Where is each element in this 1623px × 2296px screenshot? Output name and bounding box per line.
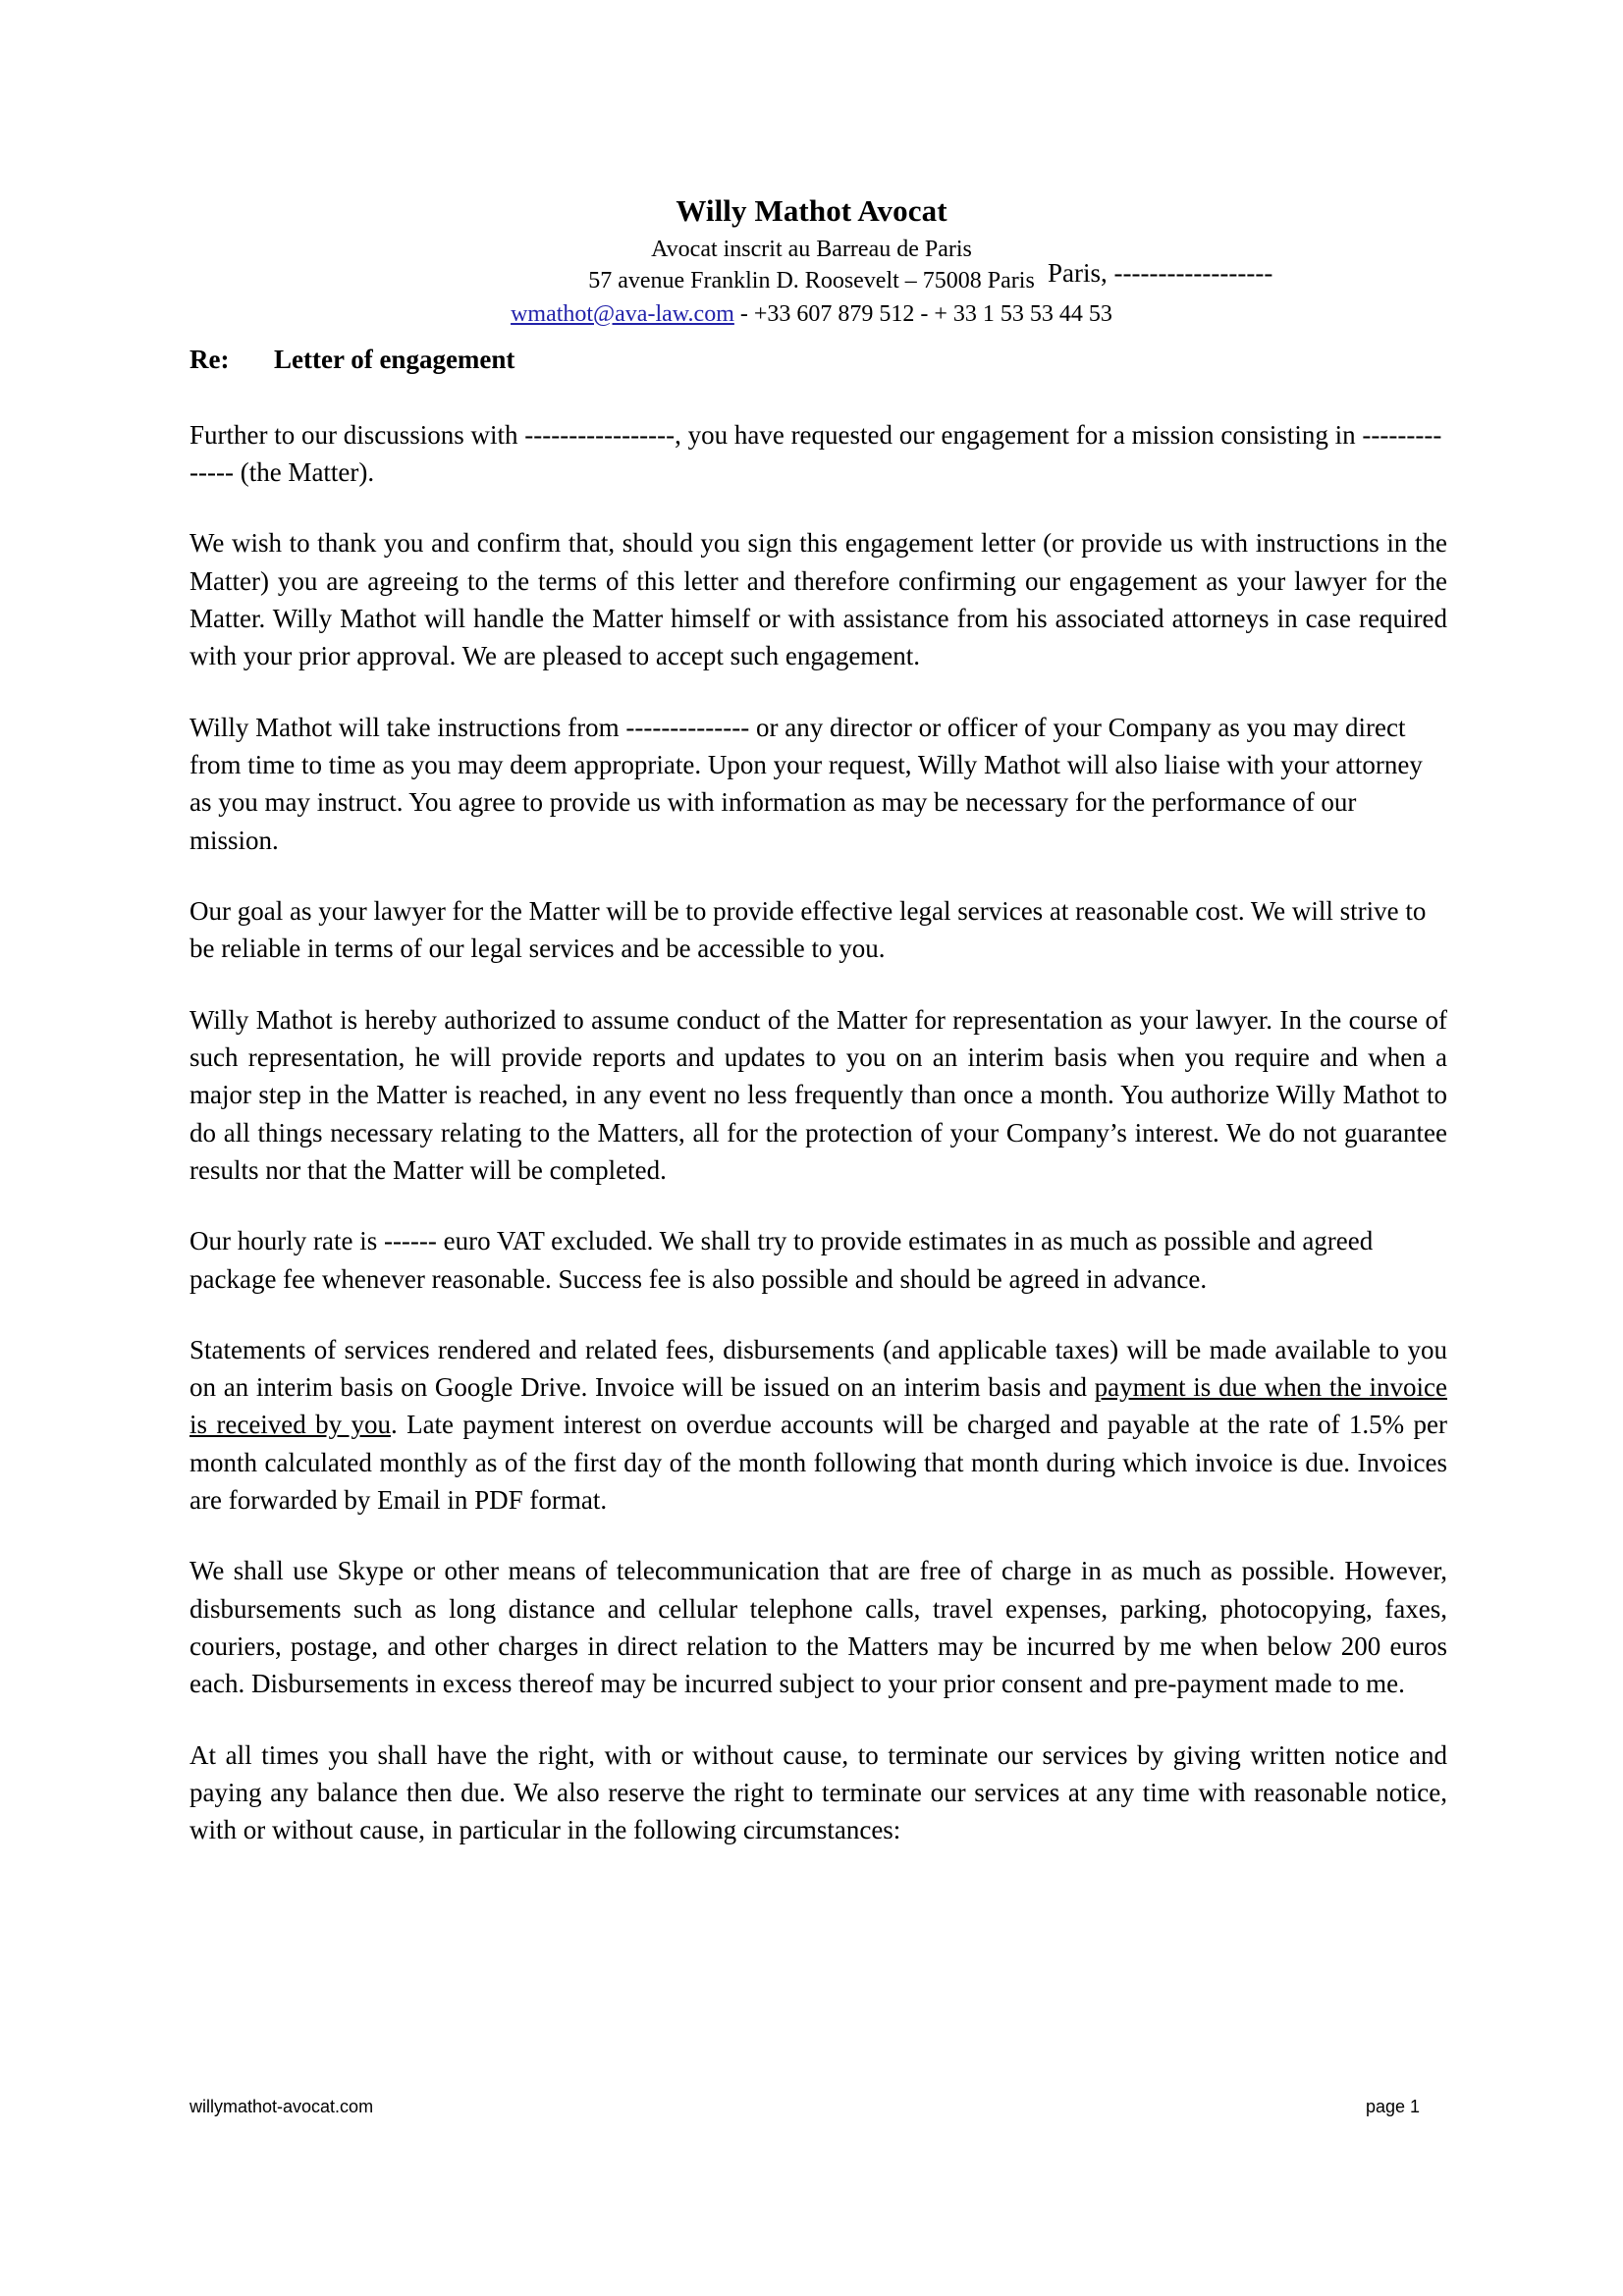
letter-body: [189, 0, 1447, 1849]
page-footer: [189, 2097, 1447, 2117]
firm-name: Willy Mathot Avocat: [676, 193, 947, 228]
paragraph-7-tail: . Late payment interest on overdue accounts will be charged and payable at the rate of 1.5% per month calculated monthly as of the first day of the month following that month during which invoice is due. Invoices are forwarded by Email in PDF format.: [189, 1410, 1447, 1516]
paragraph-7: [189, 1298, 1447, 1520]
paragraph-8: We shall use Skype or other means of telecommunication that are free of charge in as much as possible. However, disbursements such as long distance and cellular telephone calls, travel expenses, parking, photocopying, faxes, couriers, postage, and other charges in direct relation to the Matters may be incurred by me when below 200 euros each. Disbursements in excess thereof may be incurred subject to your prior consent and pre-payment made to me.: [189, 1556, 1447, 1699]
paragraph-1: Further to our discussions with -----------------, you have requested our engagement for a mission consisting in -------------- (the Matter).: [189, 419, 1442, 487]
paragraph-5: Willy Mathot is hereby authorized to assume conduct of the Matter for representation as your lawyer. In the course of such representation, he will provide reports and updates to you on an interim basis when you require and when a major step in the Matter is reached, in any event no less frequently than once a month. You authorize Willy Mathot to do all things necessary relating to the Matters, all for the protection of your Company’s interest. We do not guarantee results nor that the Matter will be completed.: [189, 1004, 1447, 1185]
phone-numbers: - +33 607 879 512 - + 33 1 53 53 44 53: [733, 300, 1112, 327]
footer-website: willymathot-avocat.com: [189, 2097, 374, 2116]
payment-due-emphasis: payment is due when the invoice is received by you: [189, 1372, 1447, 1440]
paragraph-4: Our goal as your lawyer for the Matter will be to provide effective legal services at reasonable cost. We will strive to be reliable in terms of our legal services and be accessible to you.: [189, 895, 1427, 964]
paragraph-2: We wish to thank you and confirm that, should you sign this engagement letter (or provide us with instructions in the Matter) you are agreeing to the terms of this letter and therefore confirming our engagement as your lawyer for the Matter. Willy Mathot will handle the Matter himself or with assistance from his associated attorneys in case required with your prior approval. We are pleased to accept such engagement.: [189, 528, 1447, 671]
place-and-date-line: Paris, ------------------: [1048, 258, 1273, 288]
firm-address: 57 avenue Franklin D. Roosevelt – 75008 Paris: [588, 267, 1035, 294]
subject-label: Re:: [189, 344, 230, 374]
email-link[interactable]: wmathot@ava-law.com: [511, 300, 734, 327]
paragraph-7-lead: Statements of services rendered and related fees, disbursements (and applicable taxes) will be made available to you on an interim basis on Google Drive. Invoice will be issued on an interim basis and: [189, 1334, 1447, 1403]
subject-text: Letter of engagement: [274, 344, 515, 374]
footer-page-number: page 1: [1365, 2097, 1420, 2116]
bar-registration-line: Avocat inscrit au Barreau de Paris: [651, 236, 972, 262]
paragraph-3: Willy Mathot will take instructions from -------------- or any director or officer of your Company as you may direct from time to time as you may deem appropriate. Upon your request, Willy Mathot will also liaise with your attorney as you may instruct. You agree to provide us with information as may be necessary for the performance of our mission.: [189, 712, 1423, 855]
paragraph-6: Our hourly rate is ------ euro VAT excluded. We shall try to provide estimates in as much as possible and agreed package fee whenever reasonable. Success fee is also possible and should be agreed in advance.: [189, 1226, 1374, 1294]
subject-line: [189, 342, 1447, 379]
paragraph-9: At all times you shall have the right, with or without cause, to terminate our services by giving written notice and paying any balance then due. We also reserve the right to terminate our services at any time with reasonable notice, with or without cause, in particular in the following circumstances:: [189, 1739, 1447, 1845]
